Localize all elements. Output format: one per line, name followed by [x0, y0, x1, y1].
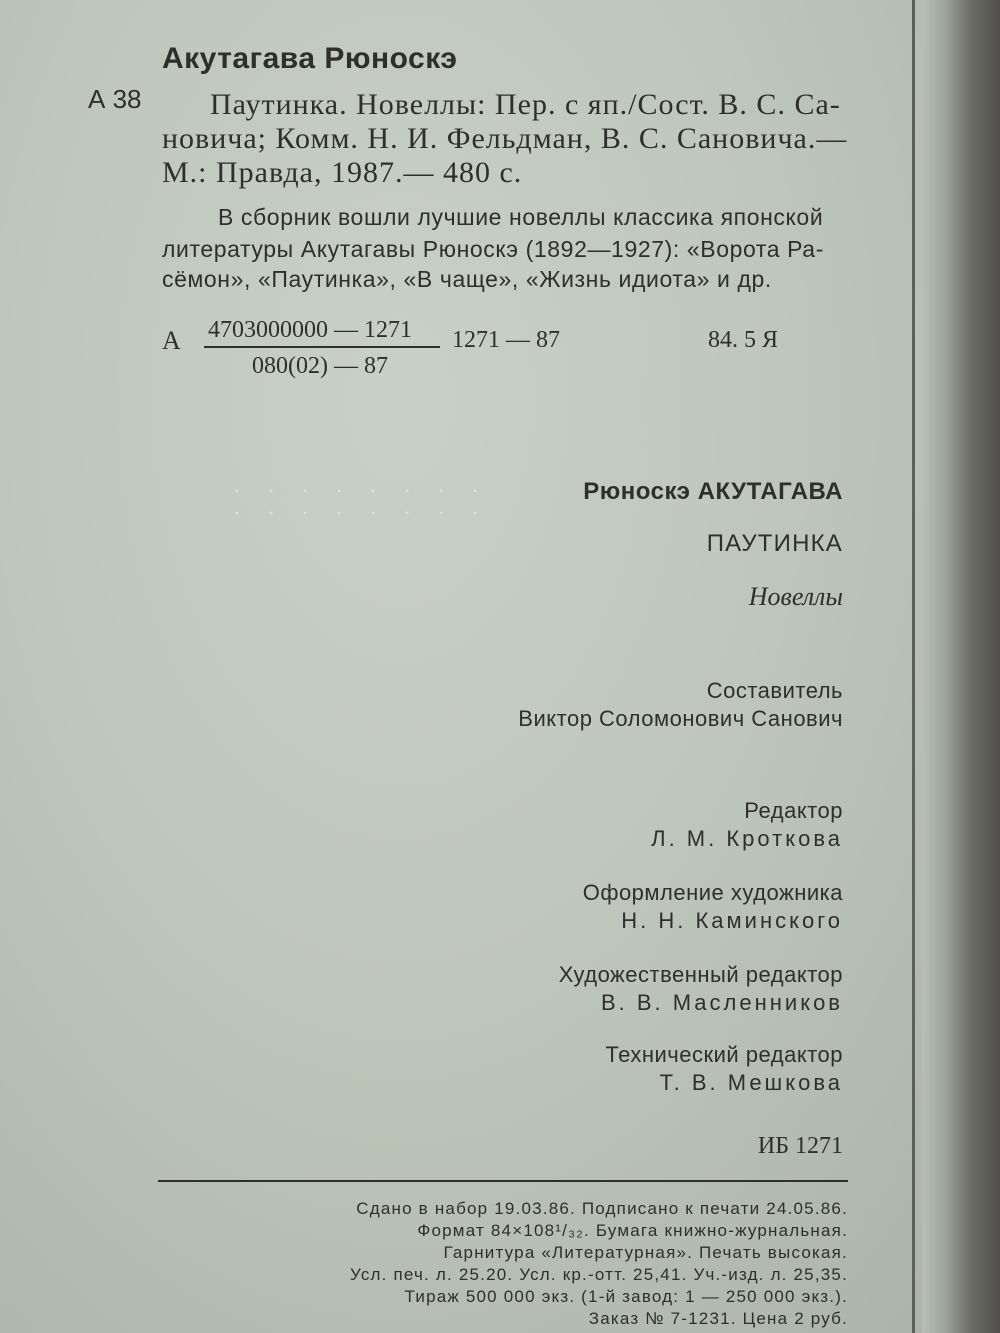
- credit-role-design: Оформление художника: [582, 880, 843, 905]
- credit-name-tech-editor: Т. В. Мешкова: [659, 1070, 843, 1095]
- catalog-description-line-2: новича; Комм. Н. И. Фельдман, В. С. Сановича.—: [162, 122, 848, 155]
- fraction-bar: [204, 346, 440, 348]
- imprint-line-2: Формат 84×108¹/₃₂. Бумага книжно-журнальная.: [417, 1221, 848, 1240]
- credit-role-editor: Редактор: [744, 798, 843, 823]
- credit-name-art-editor: В. В. Масленников: [600, 990, 843, 1015]
- catalog-description-line-1: Паутинка. Новеллы: Пер. с яп./Сост. В. С. Са-: [210, 88, 841, 121]
- imprint-line-3: Гарнитура «Литературная». Печать высокая.: [443, 1243, 848, 1262]
- catalog-author-heading: Акутагава Рюноскэ: [162, 42, 458, 75]
- credit-name-compiler: Виктор Соломонович Санович: [518, 706, 843, 731]
- imprint-line-5: Тираж 500 000 экз. (1-й завод: 1 — 250 000 экз.).: [404, 1287, 848, 1306]
- title-page-genre: Новеллы: [748, 582, 843, 611]
- page-edge-line: [912, 0, 915, 1333]
- next-page-edge: [922, 0, 1000, 1333]
- credit-role-tech-editor: Технический редактор: [605, 1042, 843, 1067]
- title-page-author: Рюноскэ АКУТАГАВА: [583, 478, 843, 505]
- imprint-divider: [158, 1180, 848, 1182]
- imprint-line-1: Сдано в набор 19.03.86. Подписано к печати 24.05.86.: [356, 1199, 848, 1218]
- annotation-line-2: литературы Акутагавы Рюноскэ (1892—1927): «Ворота Ра-: [162, 236, 824, 262]
- bbk-code: 84. 5 Я: [708, 327, 779, 353]
- imprint-line-4: Усл. печ. л. 25.20. Усл. кр.-отт. 25,41. Уч.-изд. л. 25,35.: [349, 1265, 848, 1284]
- imprint-line-6: Заказ № 7-1231. Цена 2 руб.: [588, 1309, 848, 1328]
- credit-name-design: Н. Н. Каминского: [621, 908, 843, 933]
- catalog-code: А 38: [88, 84, 142, 114]
- credit-name-editor: Л. М. Кроткова: [651, 826, 843, 851]
- ib-number: ИБ 1271: [757, 1133, 843, 1159]
- annotation-line-1: В сборник вошли лучшие новеллы классика японской: [218, 204, 824, 230]
- classification-letter: А: [162, 326, 181, 355]
- credit-role-art-editor: Художественный редактор: [558, 962, 843, 987]
- classification-right: 1271 — 87: [452, 327, 560, 353]
- embossed-dots: [220, 480, 480, 530]
- classification-denominator: 080(02) — 87: [252, 353, 388, 379]
- catalog-description-line-3: М.: Правда, 1987.— 480 с.: [162, 156, 523, 189]
- annotation-line-3: сёмон», «Паутинка», «В чаще», «Жизнь идиота» и др.: [162, 266, 772, 292]
- classification-numerator: 4703000000 — 1271: [208, 317, 412, 343]
- title-page-title: ПАУТИНКА: [706, 530, 843, 557]
- credit-role-compiler: Составитель: [706, 678, 843, 703]
